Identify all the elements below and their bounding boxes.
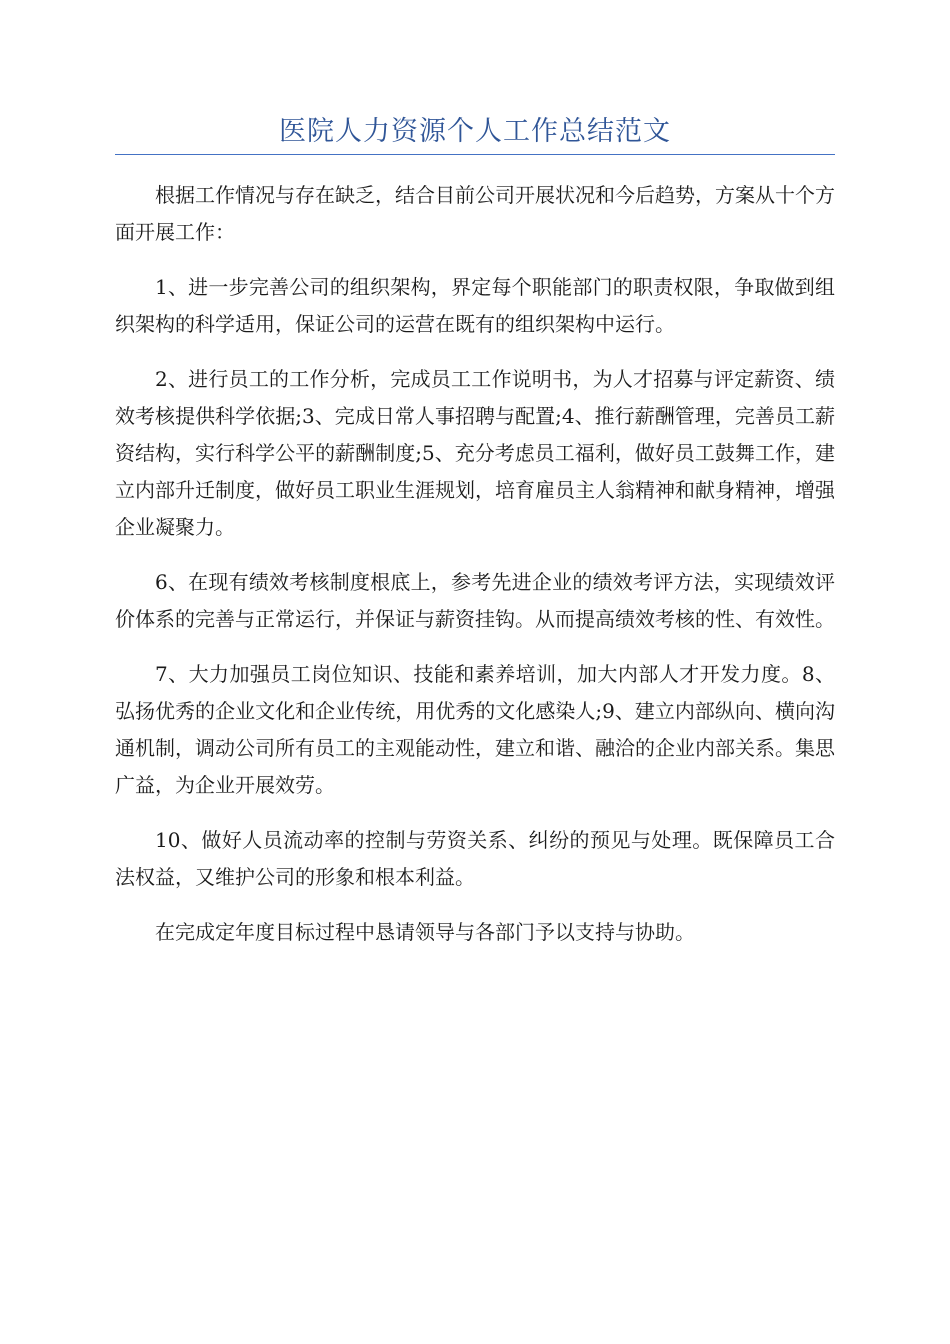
paragraph-items-2-5: 2、进行员工的工作分析，完成员工工作说明书，为人才招募与评定薪资、绩效考核提供科学依据;3、完成日常人事招聘与配置;4、推行薪酬管理，完善员工薪资结构，实行科学公平的薪酬制度;5、充分考虑员工福利，做好员工鼓舞工作，建立内部升迁制度，做好员工职业生涯规划，培育雇员主人翁精神和献身精神，增强企业凝聚力。	[115, 367, 835, 539]
paragraph-intro: 根据工作情况与存在缺乏，结合目前公司开展状况和今后趋势，方案从十个方面开展工作：	[115, 183, 835, 244]
paragraph-closing: 在完成定年度目标过程中恳请领导与各部门予以支持与协助。	[155, 920, 695, 944]
paragraph-item-6: 6、在现有绩效考核制度根底上，参考先进企业的绩效考评方法，实现绩效评价体系的完善与正常运行，并保证与薪资挂钩。从而提高绩效考核的性、有效性。	[115, 570, 835, 631]
paragraph-item-10: 10、做好人员流动率的控制与劳资关系、纠纷的预见与处理。既保障员工合法权益，又维护公司的形象和根本利益。	[115, 828, 835, 889]
paragraph-item-1: 1、进一步完善公司的组织架构，界定每个职能部门的职责权限，争取做到组织架构的科学适用，保证公司的运营在既有的组织架构中运行。	[115, 275, 835, 336]
paragraph-items-7-9: 7、大力加强员工岗位知识、技能和素养培训，加大内部人才开发力度。8、弘扬优秀的企业文化和企业传统，用优秀的文化感染人;9、建立内部纵向、横向沟通机制，调动公司所有员工的主观能动性，建立和谐、融洽的企业内部关系。集思广益，为企业开展效劳。	[115, 662, 835, 797]
title-underline	[115, 154, 835, 155]
document-title: 医院人力资源个人工作总结范文	[279, 116, 671, 147]
document-body	[115, 177, 835, 969]
